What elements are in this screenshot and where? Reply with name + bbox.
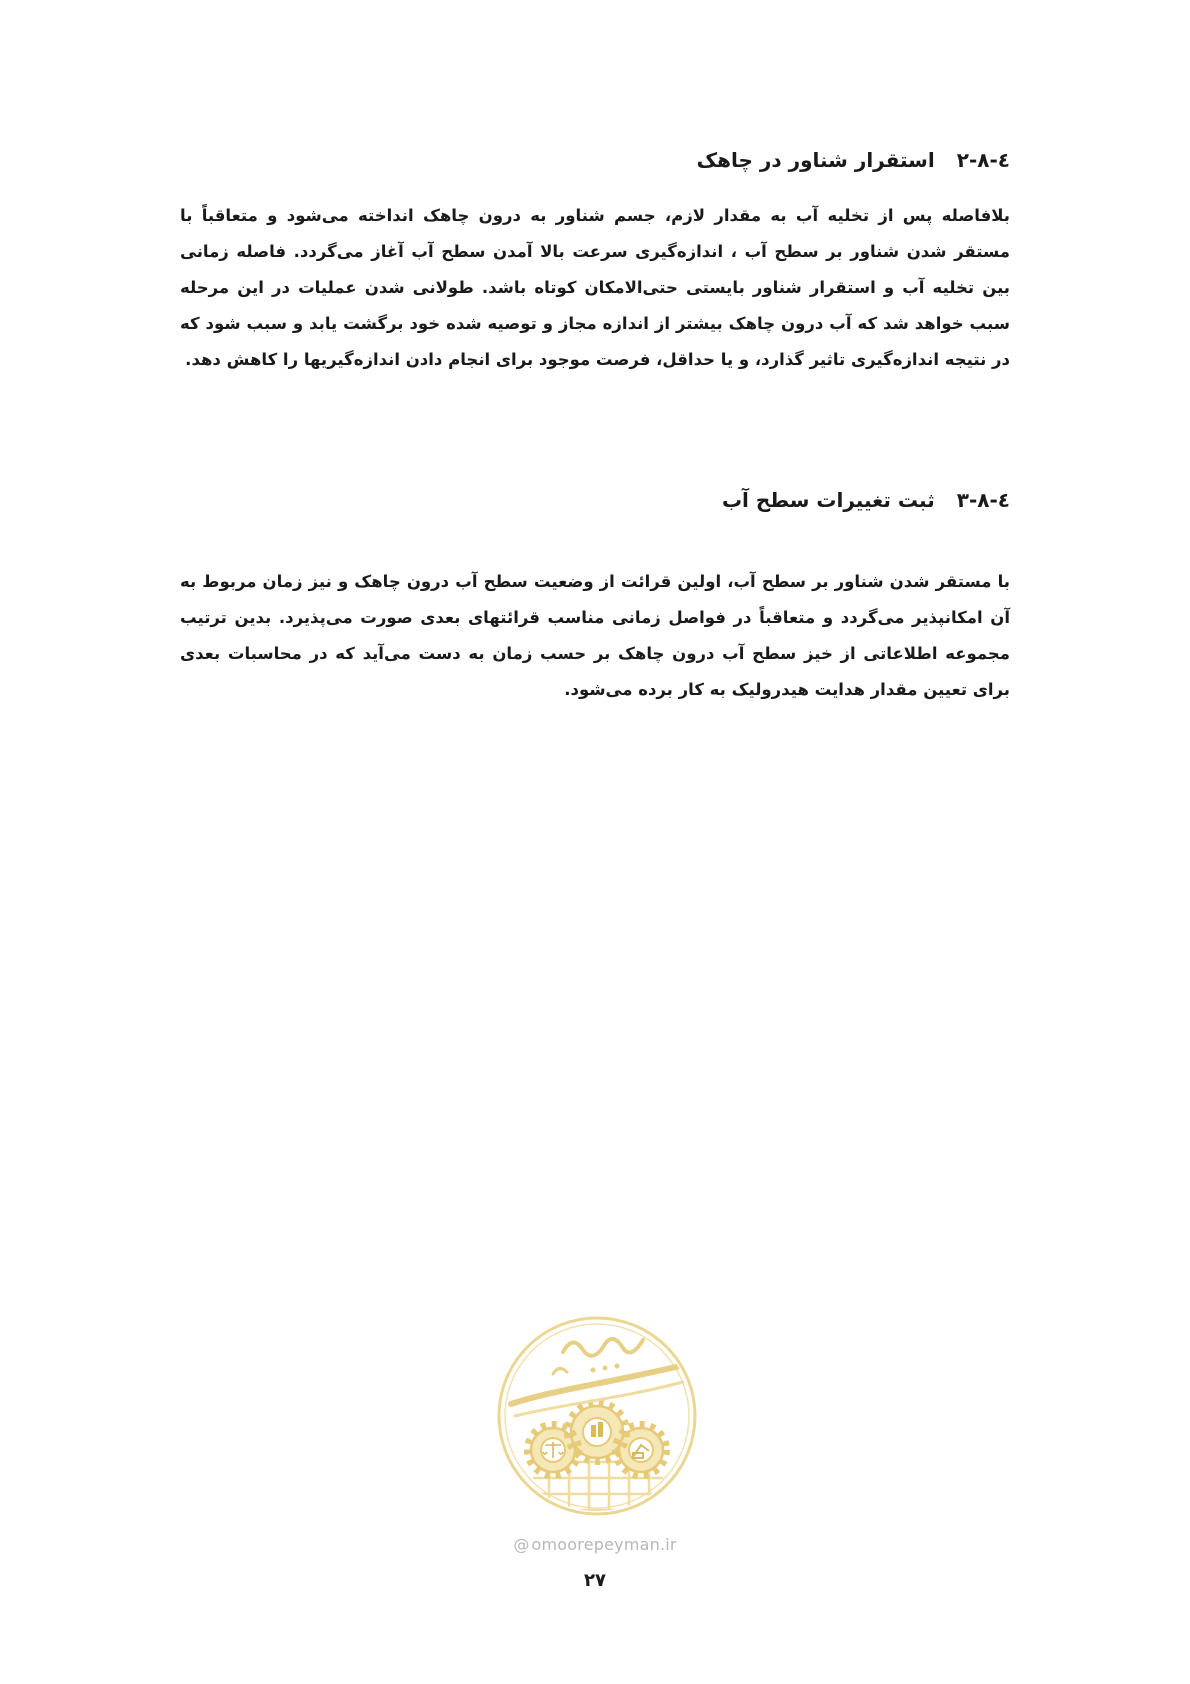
watermark-url: @ omoorepeyman.ir (513, 1535, 677, 1554)
section-heading-2 (722, 488, 1010, 512)
section-title-1: استقرار شناور در چاهک (696, 148, 935, 172)
section-paragraph-2: با مستقر شدن شناور بر سطح آب، اولین قرائت از وضعیت سطح آب درون چاهک و نیز زمان مربوط به آن امکانپذیر می‌گردد و متعاقباً در فواصل زمانی مناسب قرائتهای بعدی صورت می‌پذیرد. بدین ترتیب مجموعه اطلاعاتی از خیز سطح آب درون چاهک بر حسب زمان به دست می‌آید که در محاسبات بعدی برای تعیین مقدار هدایت هیدرولیک به کار برده می‌شود. (180, 572, 1010, 699)
section-paragraph-1: بلافاصله پس از تخلیه آب به مقدار لازم، جسم شناور به درون چاهک انداخته می‌شود و متعاقباً با مستقر شدن شناور بر سطح آب ، اندازه‌گیری سرعت بالا آمدن سطح آب آغاز می‌گردد. فاصله زمانی بین تخلیه آب و استقرار شناور بایستی حتی‌الامکان کوتاه باشد. طولانی شدن عملیات در این مرحله سبب خواهد شد که آب درون چاهک بیشتر از اندازه مجاز و توصیه شده خود برگشت یابد و سبب شود که در نتیجه اندازه‌گیری تاثیر گذارد، و یا حداقل، فرصت موجود برای انجام دادن اندازه‌گیریها را کاهش دهد. (180, 206, 1010, 369)
watermark-logo-seal (493, 1312, 701, 1530)
section-title-2: ثبت تغییرات سطح آب (721, 488, 935, 512)
section-heading-1 (697, 148, 1010, 172)
section-number-1: ٤-٨-٢ (956, 148, 1010, 172)
section-number-2: ٤-٨-٣ (956, 488, 1010, 512)
page-number: ۲۷ (584, 1570, 606, 1591)
at-icon: @ (513, 1535, 530, 1554)
